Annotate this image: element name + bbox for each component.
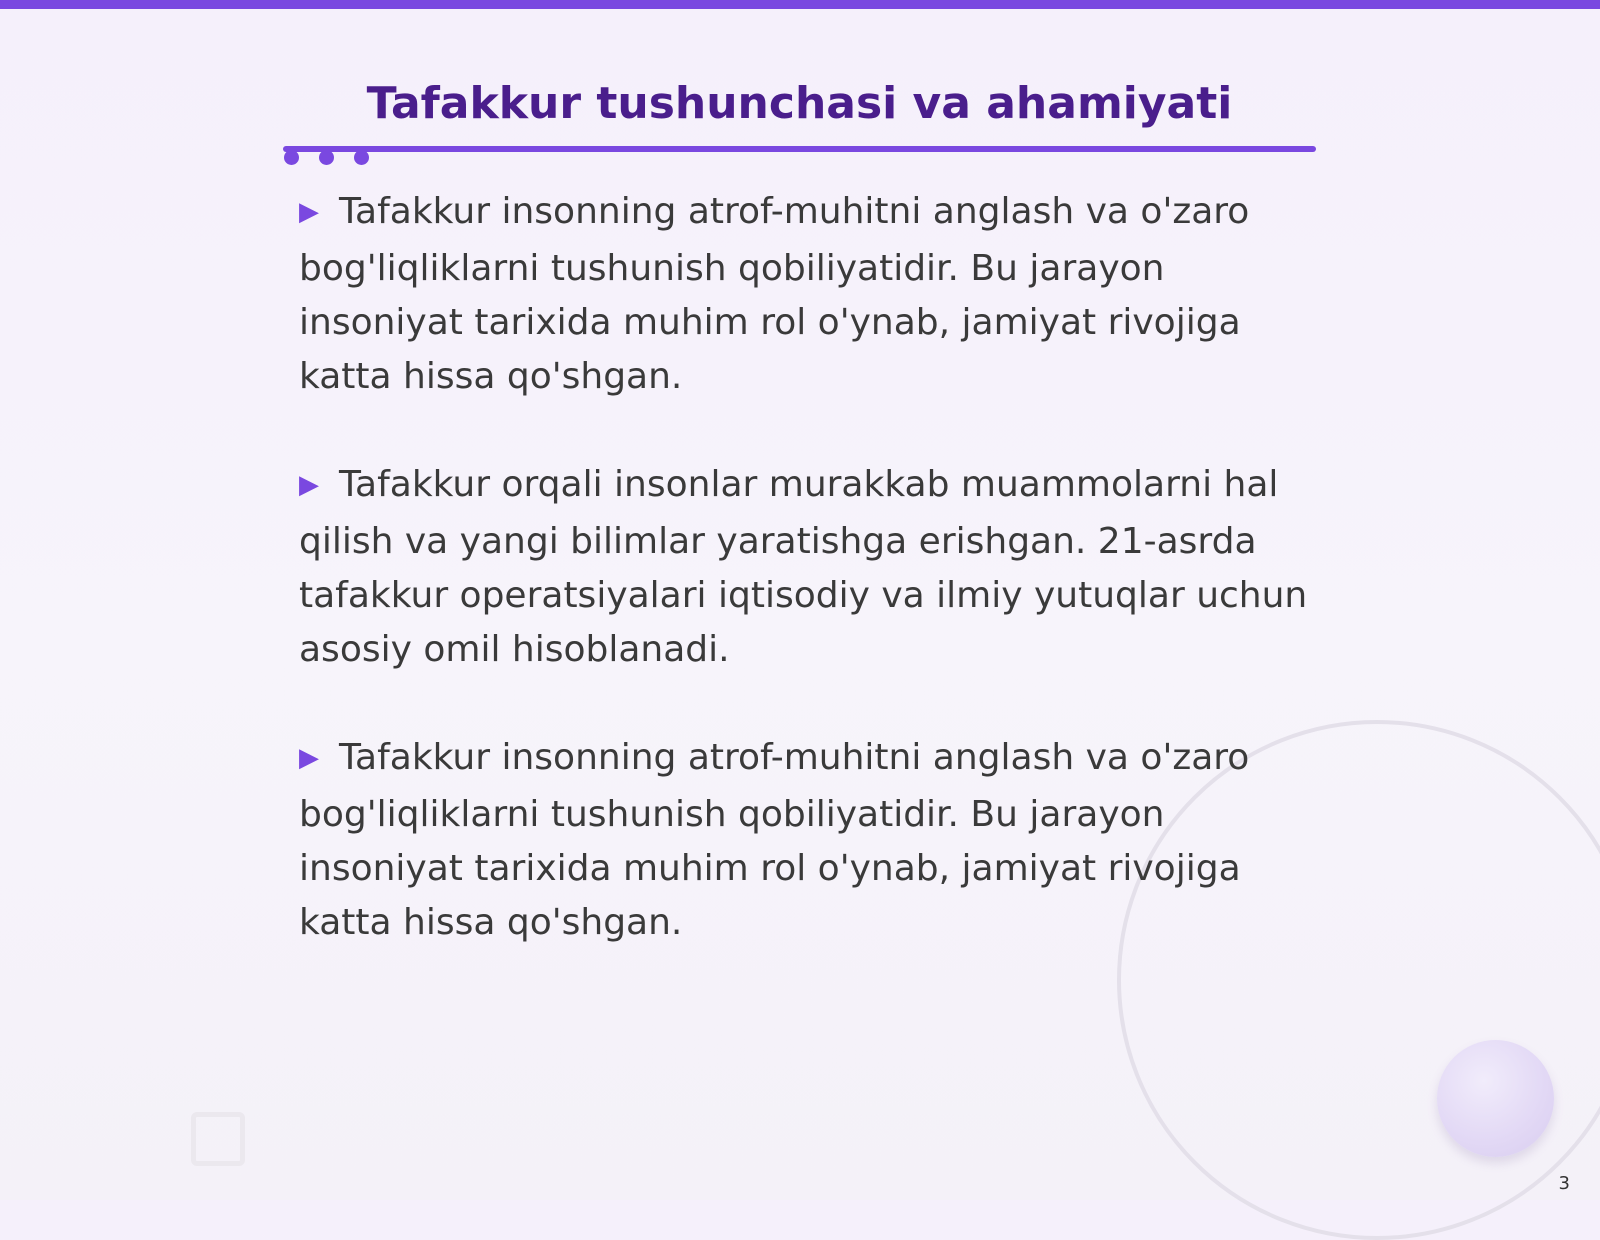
triangle-bullet-icon: ▶ <box>299 743 319 773</box>
underline-dot <box>284 150 299 165</box>
decorative-sphere <box>1437 1040 1554 1157</box>
slide-body <box>299 185 1319 1004</box>
underline-dot <box>354 150 369 165</box>
paragraph-text: Tafakkur orqali insonlar murakkab muammolarni hal qilish va yangi bilimlar yaratishga erishgan. 21-asrda tafakkur operatsiyalari iqtisodiy va ilmiy yutuqlar uchun asosiy omil hisoblanadi. <box>299 464 1308 670</box>
title-underline <box>283 146 1316 152</box>
slide-title: Tafakkur tushunchasi va ahamiyati <box>366 78 1233 129</box>
triangle-bullet-icon: ▶ <box>299 197 319 227</box>
paragraph-text: Tafakkur insonning atrof-muhitni anglash va o'zaro bog'liqliklarni tushunish qobiliyatidir. Bu jarayon insoniyat tarixida muhim rol o'ynab, jamiyat rivojiga katta hissa qo'shgan. <box>299 737 1250 943</box>
decorative-square <box>191 1112 245 1166</box>
underline-dot <box>319 150 334 165</box>
triangle-bullet-icon: ▶ <box>299 470 319 500</box>
paragraph-text: Tafakkur insonning atrof-muhitni anglash va o'zaro bog'liqliklarni tushunish qobiliyatidir. Bu jarayon insoniyat tarixida muhim rol o'ynab, jamiyat rivojiga katta hissa qo'shgan. <box>299 191 1250 397</box>
bullet-paragraph <box>299 731 1319 950</box>
bullet-paragraph <box>299 458 1319 677</box>
bullet-paragraph <box>299 185 1319 404</box>
top-accent-bar <box>0 0 1600 9</box>
page-number: 3 <box>1558 1173 1570 1194</box>
